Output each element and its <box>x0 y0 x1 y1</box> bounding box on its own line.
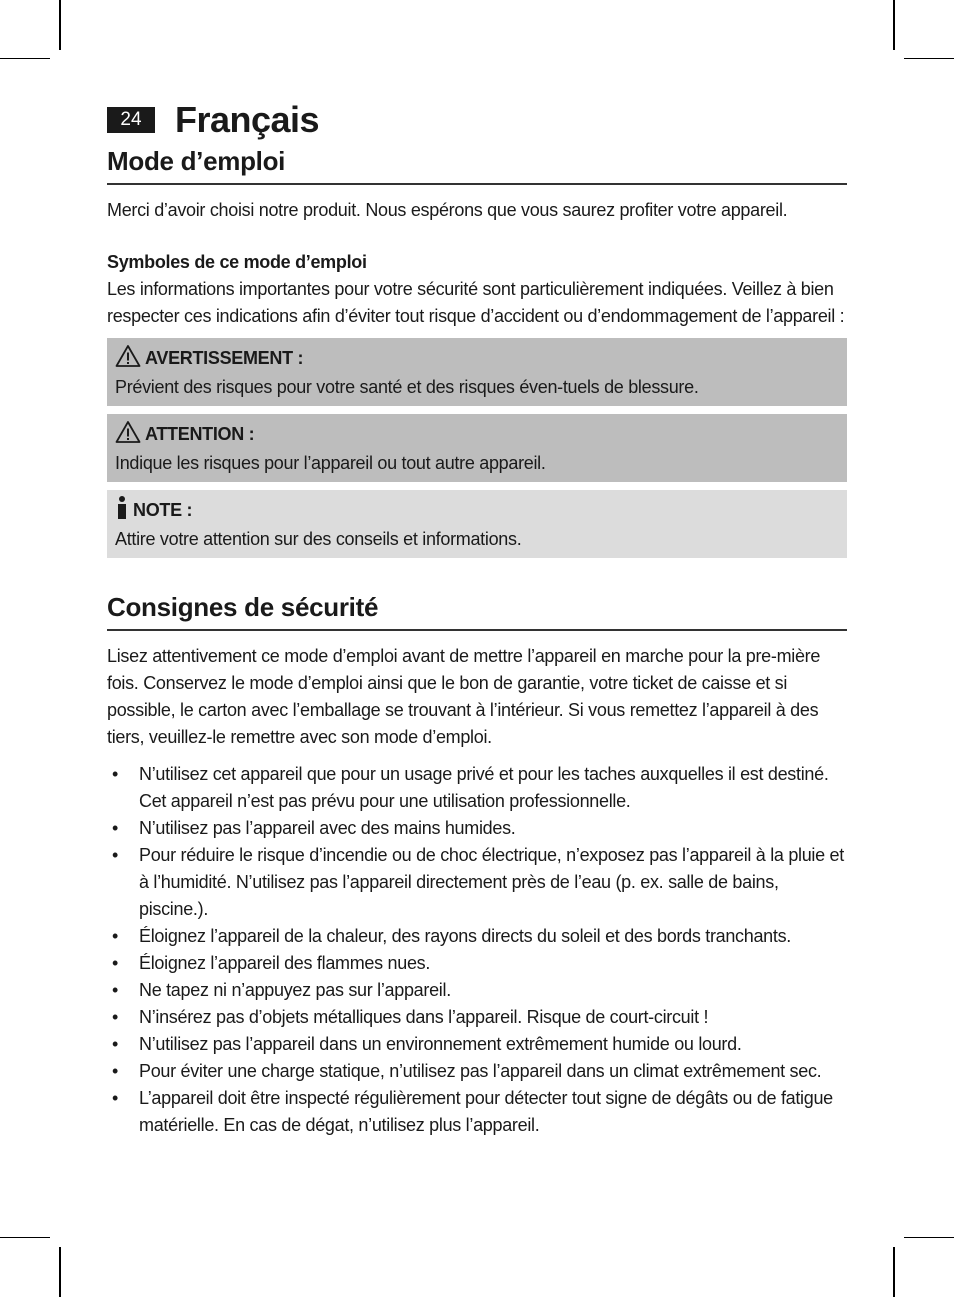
list-item: • N’utilisez pas l’appareil dans un environnement extrêmement humide ou lourd. <box>107 1031 847 1058</box>
warning-triangle-icon <box>115 344 145 373</box>
note-text: Attire votre attention sur des conseils et informations. <box>115 529 522 549</box>
symbols-text: Les informations importantes pour votre sécurité sont particulièrement indiquées. Veillez à bien respecter ces indications afin d’éviter tout risque d’accident ou d’endommagement de l’appareil : <box>107 279 845 326</box>
page-content <box>107 100 847 1139</box>
attention-label: ATTENTION : <box>145 423 255 444</box>
crop-mark <box>0 1237 50 1238</box>
list-item: • Ne tapez ni n’appuyez pas sur l’appareil. <box>107 977 847 1004</box>
list-item: • L’appareil doit être inspecté régulièrement pour détecter tout signe de dégâts ou de fatigue matérielle. En cas de dégat, n’utilisez plus l’appareil. <box>107 1085 847 1139</box>
warning-triangle-icon <box>115 420 145 449</box>
section-title-safety: Consignes de sécurité <box>107 592 847 631</box>
list-item: • Pour réduire le risque d’incendie ou de choc électrique, n’exposez pas l’appareil à la pluie et à l’humidité. N’utilisez pas l’appareil directement près de l’eau (p. ex. salle de bains, piscine.). <box>107 842 847 923</box>
note-box <box>107 490 847 558</box>
language-title: Français <box>175 99 320 140</box>
crop-mark <box>893 1247 895 1297</box>
language-header <box>107 100 847 140</box>
warning-box <box>107 338 847 406</box>
list-item: • Pour éviter une charge statique, n’utilisez pas l’appareil dans un climat extrêmement sec. <box>107 1058 847 1085</box>
intro-text: Merci d’avoir choisi notre produit. Nous espérons que vous saurez profiter votre appareil. <box>107 200 788 220</box>
page-number: 24 <box>107 107 155 133</box>
list-item: • N’utilisez pas l’appareil avec des mains humides. <box>107 815 847 842</box>
crop-mark <box>59 0 61 50</box>
attention-box-title <box>115 418 839 450</box>
list-item: • Éloignez l’appareil de la chaleur, des rayons directs du soleil et des bords tranchants. <box>107 923 847 950</box>
warning-box-title <box>115 342 839 374</box>
list-item: • Éloignez l’appareil des flammes nues. <box>107 950 847 977</box>
note-box-title <box>115 494 839 526</box>
crop-mark <box>0 58 50 59</box>
attention-box <box>107 414 847 482</box>
list-item: • N’insérez pas d’objets métalliques dans l’appareil. Risque de court-circuit ! <box>107 1004 847 1031</box>
safety-bullet-list <box>107 761 847 1139</box>
note-label: NOTE : <box>133 499 193 520</box>
warning-label: AVERTISSEMENT : <box>145 347 304 368</box>
section-title-usage: Mode d’emploi <box>107 146 847 185</box>
info-icon <box>115 495 133 526</box>
symbols-subtitle: Symboles de ce mode d’emploi <box>107 252 367 272</box>
list-item: • N’utilisez cet appareil que pour un usage privé et pour les taches auxquelles il est destiné. Cet appareil n’est pas prévu pour une utilisation professionnelle. <box>107 761 847 815</box>
crop-mark <box>893 0 895 50</box>
crop-mark <box>59 1247 61 1297</box>
attention-text: Indique les risques pour l’appareil ou tout autre appareil. <box>115 453 546 473</box>
crop-mark <box>904 58 954 59</box>
safety-intro-text: Lisez attentivement ce mode d’emploi avant de mettre l’appareil en marche pour la pre-mière fois. Conservez le mode d’emploi ainsi que le bon de garantie, votre ticket de caisse et si possible, le carton avec l’emballage se trouvant à l’intérieur. Si vous remettez l’appareil à des tiers, veuillez-le remettre avec son mode d’emploi. <box>107 646 821 747</box>
crop-mark <box>904 1237 954 1238</box>
warning-text: Prévient des risques pour votre santé et des risques éven-tuels de blessure. <box>115 377 699 397</box>
